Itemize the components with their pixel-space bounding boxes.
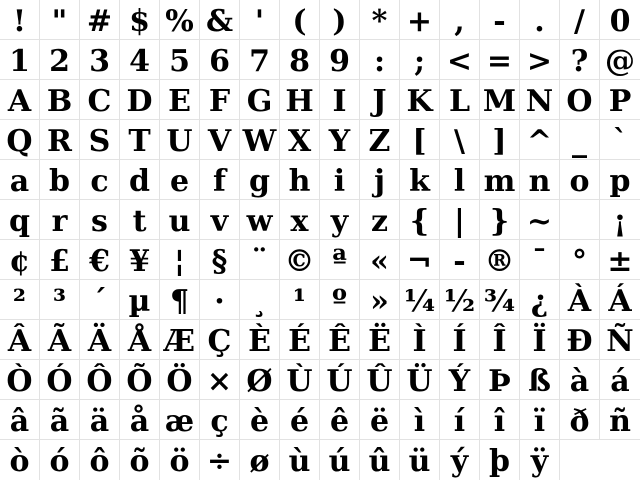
glyph-cell[interactable]: û	[360, 440, 400, 480]
glyph-cell[interactable]: M	[480, 80, 520, 120]
glyph-cell[interactable]: 8	[280, 40, 320, 80]
glyph-cell[interactable]: ·	[200, 280, 240, 320]
glyph-cell[interactable]: }	[480, 200, 520, 240]
glyph-cell[interactable]: ÿ	[520, 440, 560, 480]
glyph-cell[interactable]: p	[600, 160, 640, 200]
glyph-cell[interactable]: «	[360, 240, 400, 280]
glyph-cell[interactable]: 2	[40, 40, 80, 80]
glyph-cell[interactable]: n	[520, 160, 560, 200]
glyph-cell[interactable]: ;	[400, 40, 440, 80]
glyph-cell[interactable]: ê	[320, 400, 360, 440]
glyph-cell[interactable]: %	[160, 0, 200, 40]
glyph-cell[interactable]: å	[120, 400, 160, 440]
glyph-cell[interactable]: Ä	[80, 320, 120, 360]
glyph-cell[interactable]: G	[240, 80, 280, 120]
glyph-cell[interactable]: ¡	[600, 200, 640, 240]
glyph-cell[interactable]: »	[360, 280, 400, 320]
glyph-cell[interactable]	[560, 200, 600, 240]
glyph-cell[interactable]: E	[160, 80, 200, 120]
glyph-cell[interactable]: R	[40, 120, 80, 160]
glyph-cell[interactable]: [	[400, 120, 440, 160]
glyph-cell[interactable]: þ	[480, 440, 520, 480]
glyph-cell[interactable]: N	[520, 80, 560, 120]
glyph-cell[interactable]: H	[280, 80, 320, 120]
glyph-cell[interactable]: Ý	[440, 360, 480, 400]
glyph-cell[interactable]: è	[240, 400, 280, 440]
glyph-cell[interactable]: J	[360, 80, 400, 120]
glyph-cell[interactable]: a	[0, 160, 40, 200]
glyph-cell[interactable]: À	[560, 280, 600, 320]
glyph-cell[interactable]: 9	[320, 40, 360, 80]
glyph-cell[interactable]: ý	[440, 440, 480, 480]
glyph-cell[interactable]: >	[520, 40, 560, 80]
glyph-cell[interactable]: Ð	[560, 320, 600, 360]
glyph-cell[interactable]: r	[40, 200, 80, 240]
glyph-cell[interactable]: Ó	[40, 360, 80, 400]
glyph-cell[interactable]: ß	[520, 360, 560, 400]
glyph-cell[interactable]: ø	[240, 440, 280, 480]
glyph-cell[interactable]: ¥	[120, 240, 160, 280]
glyph-cell[interactable]: Ñ	[600, 320, 640, 360]
glyph-cell[interactable]: /	[560, 0, 600, 40]
glyph-cell[interactable]: ð	[560, 400, 600, 440]
glyph-cell[interactable]: &	[200, 0, 240, 40]
glyph-cell[interactable]: ü	[400, 440, 440, 480]
glyph-cell[interactable]: D	[120, 80, 160, 120]
glyph-cell[interactable]: ±	[600, 240, 640, 280]
glyph-cell[interactable]: 6	[200, 40, 240, 80]
glyph-cell[interactable]: Õ	[120, 360, 160, 400]
glyph-cell[interactable]: Á	[600, 280, 640, 320]
glyph-cell[interactable]: ~	[520, 200, 560, 240]
glyph-cell[interactable]: ´	[80, 280, 120, 320]
glyph-cell[interactable]: ]	[480, 120, 520, 160]
glyph-cell[interactable]: `	[600, 120, 640, 160]
glyph-cell[interactable]: B	[40, 80, 80, 120]
glyph-cell[interactable]: ô	[80, 440, 120, 480]
glyph-cell[interactable]: õ	[120, 440, 160, 480]
glyph-cell[interactable]: ¸	[240, 280, 280, 320]
glyph-cell[interactable]: O	[560, 80, 600, 120]
glyph-cell[interactable]: í	[440, 400, 480, 440]
glyph-cell[interactable]: q	[0, 200, 40, 240]
glyph-cell[interactable]: ¹	[280, 280, 320, 320]
glyph-cell[interactable]: k	[400, 160, 440, 200]
glyph-cell[interactable]: à	[560, 360, 600, 400]
glyph-cell[interactable]: Ê	[320, 320, 360, 360]
glyph-cell[interactable]: Ã	[40, 320, 80, 360]
glyph-cell[interactable]: b	[40, 160, 80, 200]
glyph-cell[interactable]: Z	[360, 120, 400, 160]
glyph-cell[interactable]: â	[0, 400, 40, 440]
glyph-cell[interactable]: Ø	[240, 360, 280, 400]
glyph-cell[interactable]: á	[600, 360, 640, 400]
glyph-cell[interactable]: +	[400, 0, 440, 40]
glyph-cell[interactable]: u	[160, 200, 200, 240]
glyph-cell[interactable]: Í	[440, 320, 480, 360]
glyph-cell[interactable]: ®	[480, 240, 520, 280]
glyph-cell[interactable]: W	[240, 120, 280, 160]
glyph-cell[interactable]: ©	[280, 240, 320, 280]
glyph-cell[interactable]: ?	[560, 40, 600, 80]
glyph-cell[interactable]: Ü	[400, 360, 440, 400]
empty-cell	[560, 440, 600, 480]
glyph-cell[interactable]: ¯	[520, 240, 560, 280]
glyph-cell[interactable]: £	[40, 240, 80, 280]
glyph-cell[interactable]: C	[80, 80, 120, 120]
glyph-cell[interactable]: î	[480, 400, 520, 440]
glyph-cell[interactable]: ú	[320, 440, 360, 480]
glyph-cell[interactable]: l	[440, 160, 480, 200]
glyph-cell[interactable]: ¦	[160, 240, 200, 280]
glyph-cell[interactable]: ¾	[480, 280, 520, 320]
glyph-cell[interactable]: 3	[80, 40, 120, 80]
glyph-cell[interactable]: ½	[440, 280, 480, 320]
glyph-cell[interactable]: Ô	[80, 360, 120, 400]
glyph-cell[interactable]: Æ	[160, 320, 200, 360]
empty-cell	[600, 440, 640, 480]
glyph-cell[interactable]: ï	[520, 400, 560, 440]
glyph-cell[interactable]: Ù	[280, 360, 320, 400]
glyph-cell[interactable]: <	[440, 40, 480, 80]
glyph-cell[interactable]: t	[120, 200, 160, 240]
glyph-cell[interactable]: Ç	[200, 320, 240, 360]
glyph-cell[interactable]: P	[600, 80, 640, 120]
glyph-cell[interactable]: T	[120, 120, 160, 160]
glyph-cell[interactable]: ¢	[0, 240, 40, 280]
glyph-cell[interactable]: º	[320, 280, 360, 320]
glyph-cell[interactable]: Ö	[160, 360, 200, 400]
glyph-cell[interactable]: o	[560, 160, 600, 200]
glyph-cell[interactable]: ó	[40, 440, 80, 480]
glyph-cell[interactable]: ¬	[400, 240, 440, 280]
glyph-cell[interactable]: ñ	[600, 400, 640, 440]
glyph-cell[interactable]: _	[560, 120, 600, 160]
glyph-cell[interactable]: d	[120, 160, 160, 200]
glyph-cell[interactable]: Ï	[520, 320, 560, 360]
glyph-cell[interactable]: -	[440, 240, 480, 280]
glyph-cell[interactable]: ã	[40, 400, 80, 440]
glyph-cell[interactable]: ³	[40, 280, 80, 320]
glyph-cell[interactable]: U	[160, 120, 200, 160]
glyph-cell[interactable]: ö	[160, 440, 200, 480]
glyph-cell[interactable]: w	[240, 200, 280, 240]
glyph-cell[interactable]: #	[80, 0, 120, 40]
glyph-cell[interactable]: {	[400, 200, 440, 240]
glyph-cell[interactable]: É	[280, 320, 320, 360]
glyph-cell[interactable]: X	[280, 120, 320, 160]
glyph-cell[interactable]: 1	[0, 40, 40, 80]
glyph-cell[interactable]: h	[280, 160, 320, 200]
glyph-cell[interactable]: i	[320, 160, 360, 200]
glyph-cell[interactable]: ù	[280, 440, 320, 480]
glyph-cell[interactable]: e	[160, 160, 200, 200]
glyph-cell[interactable]: µ	[120, 280, 160, 320]
glyph-cell[interactable]: V	[200, 120, 240, 160]
glyph-cell[interactable]: (	[280, 0, 320, 40]
glyph-cell[interactable]: ç	[200, 400, 240, 440]
glyph-cell[interactable]: ä	[80, 400, 120, 440]
glyph-cell[interactable]: @	[600, 40, 640, 80]
glyph-cell[interactable]: .	[520, 0, 560, 40]
glyph-cell[interactable]: \	[440, 120, 480, 160]
glyph-cell[interactable]: f	[200, 160, 240, 200]
glyph-cell[interactable]: §	[200, 240, 240, 280]
glyph-cell[interactable]: 7	[240, 40, 280, 80]
glyph-cell[interactable]: ë	[360, 400, 400, 440]
glyph-cell[interactable]: K	[400, 80, 440, 120]
glyph-cell[interactable]: 0	[600, 0, 640, 40]
glyph-cell[interactable]: Ò	[0, 360, 40, 400]
glyph-cell[interactable]: ª	[320, 240, 360, 280]
glyph-cell[interactable]: Ë	[360, 320, 400, 360]
glyph-cell[interactable]: 4	[120, 40, 160, 80]
glyph-cell[interactable]: ×	[200, 360, 240, 400]
glyph-cell[interactable]: :	[360, 40, 400, 80]
glyph-cell[interactable]: I	[320, 80, 360, 120]
glyph-cell[interactable]: ¶	[160, 280, 200, 320]
glyph-cell[interactable]: È	[240, 320, 280, 360]
glyph-cell[interactable]: m	[480, 160, 520, 200]
glyph-cell[interactable]: "	[40, 0, 80, 40]
glyph-cell[interactable]: s	[80, 200, 120, 240]
glyph-cell[interactable]: Û	[360, 360, 400, 400]
glyph-cell[interactable]: -	[480, 0, 520, 40]
glyph-cell[interactable]: g	[240, 160, 280, 200]
glyph-cell[interactable]: Â	[0, 320, 40, 360]
glyph-cell[interactable]: ²	[0, 280, 40, 320]
glyph-cell[interactable]: 5	[160, 40, 200, 80]
glyph-cell[interactable]: Ì	[400, 320, 440, 360]
glyph-cell[interactable]: Ú	[320, 360, 360, 400]
glyph-cell[interactable]: Y	[320, 120, 360, 160]
glyph-cell[interactable]: ì	[400, 400, 440, 440]
glyph-cell[interactable]: ¿	[520, 280, 560, 320]
glyph-cell[interactable]: é	[280, 400, 320, 440]
glyph-cell[interactable]: €	[80, 240, 120, 280]
glyph-cell[interactable]: A	[0, 80, 40, 120]
glyph-cell[interactable]: ,	[440, 0, 480, 40]
glyph-cell[interactable]: ò	[0, 440, 40, 480]
glyph-cell[interactable]: v	[200, 200, 240, 240]
glyph-cell[interactable]: S	[80, 120, 120, 160]
glyph-cell[interactable]: y	[320, 200, 360, 240]
glyph-cell[interactable]: *	[360, 0, 400, 40]
glyph-cell[interactable]: )	[320, 0, 360, 40]
glyph-cell[interactable]: x	[280, 200, 320, 240]
glyph-cell[interactable]: ¼	[400, 280, 440, 320]
glyph-cell[interactable]: ^	[520, 120, 560, 160]
glyph-cell[interactable]: '	[240, 0, 280, 40]
glyph-cell[interactable]: ÷	[200, 440, 240, 480]
glyph-cell[interactable]: L	[440, 80, 480, 120]
glyph-cell[interactable]: $	[120, 0, 160, 40]
glyph-cell[interactable]: j	[360, 160, 400, 200]
glyph-cell[interactable]: =	[480, 40, 520, 80]
glyph-cell[interactable]: Q	[0, 120, 40, 160]
glyph-cell[interactable]: |	[440, 200, 480, 240]
glyph-cell[interactable]: !	[0, 0, 40, 40]
glyph-cell[interactable]: z	[360, 200, 400, 240]
glyph-cell[interactable]: °	[560, 240, 600, 280]
glyph-cell[interactable]: æ	[160, 400, 200, 440]
glyph-cell[interactable]: Å	[120, 320, 160, 360]
glyph-cell[interactable]: Î	[480, 320, 520, 360]
glyph-cell[interactable]: F	[200, 80, 240, 120]
glyph-cell[interactable]: ¨	[240, 240, 280, 280]
glyph-cell[interactable]: c	[80, 160, 120, 200]
glyph-cell[interactable]: Þ	[480, 360, 520, 400]
